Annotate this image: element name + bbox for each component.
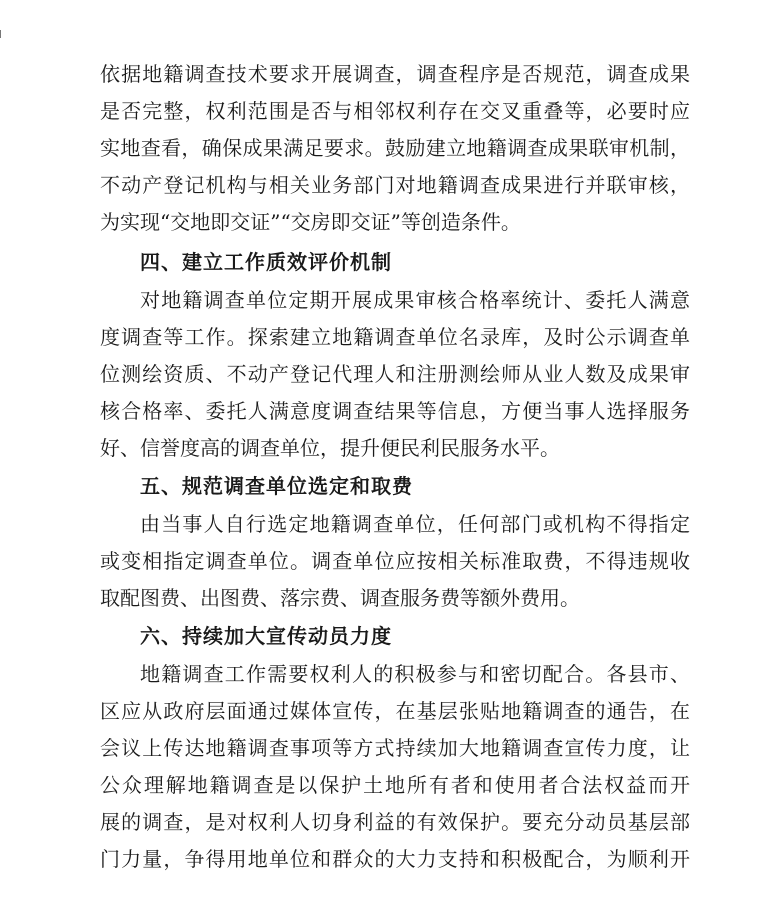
paragraph-line: 依据地籍调查技术要求开展调查，调查程序是否规范，调查成果	[100, 62, 690, 86]
paragraph-line: 取配图费、出图费、落宗费、调查服务费等额外费用。	[100, 586, 580, 610]
paragraph-line: 会议上传达地籍调查事项等方式持续加大地籍调查宣传力度，让	[100, 736, 690, 760]
paragraph-line: 或变相指定调查单位。调查单位应按相关标准取费，不得违规收	[100, 549, 690, 573]
paragraph-line: 由当事人自行选定地籍调查单位，任何部门或机构不得指定	[140, 512, 690, 536]
paragraph-line: 是否完整，权利范围是否与相邻权利存在交叉重叠等，必要时应	[100, 99, 690, 123]
paragraph-line: 为实现“交地即交证”“交房即交证”等创造条件。	[100, 210, 521, 234]
paragraph-line: 门力量，争得用地单位和群众的大力支持和积极配合，为顺利开	[100, 847, 690, 871]
section-heading: 四、建立工作质效评价机制	[140, 250, 392, 274]
paragraph-line: 好、信誉度高的调查单位，提升便民利民服务水平。	[100, 436, 560, 460]
paragraph-line: 对地籍调查单位定期开展成果审核合格率统计、委托人满意	[140, 288, 690, 312]
section-heading: 六、持续加大宣传动员力度	[140, 624, 392, 648]
paragraph-line: 实地查看，确保成果满足要求。鼓励建立地籍调查成果联审机制，	[100, 136, 690, 160]
paragraph-line: 核合格率、委托人满意度调查结果等信息，方便当事人选择服务	[100, 399, 690, 423]
paragraph-line: 位测绘资质、不动产登记代理人和注册测绘师从业人数及成果审	[100, 362, 690, 386]
page-edge-mark	[0, 30, 5, 38]
paragraph-line: 展的调查，是对权利人切身利益的有效保护。要充分动员基层部	[100, 810, 690, 834]
paragraph-line: 度调查等工作。探索建立地籍调查单位名录库，及时公示调查单	[100, 325, 690, 349]
paragraph-line: 公众理解地籍调查是以保护土地所有者和使用者合法权益而开	[100, 773, 690, 797]
paragraph-line: 区应从政府层面通过媒体宣传，在基层张贴地籍调查的通告，在	[100, 699, 690, 723]
paragraph-line: 不动产登记机构与相关业务部门对地籍调查成果进行并联审核，	[100, 173, 690, 197]
paragraph-line: 地籍调查工作需要权利人的积极参与和密切配合。各县市、	[140, 662, 690, 686]
section-heading: 五、规范调查单位选定和取费	[140, 474, 413, 498]
